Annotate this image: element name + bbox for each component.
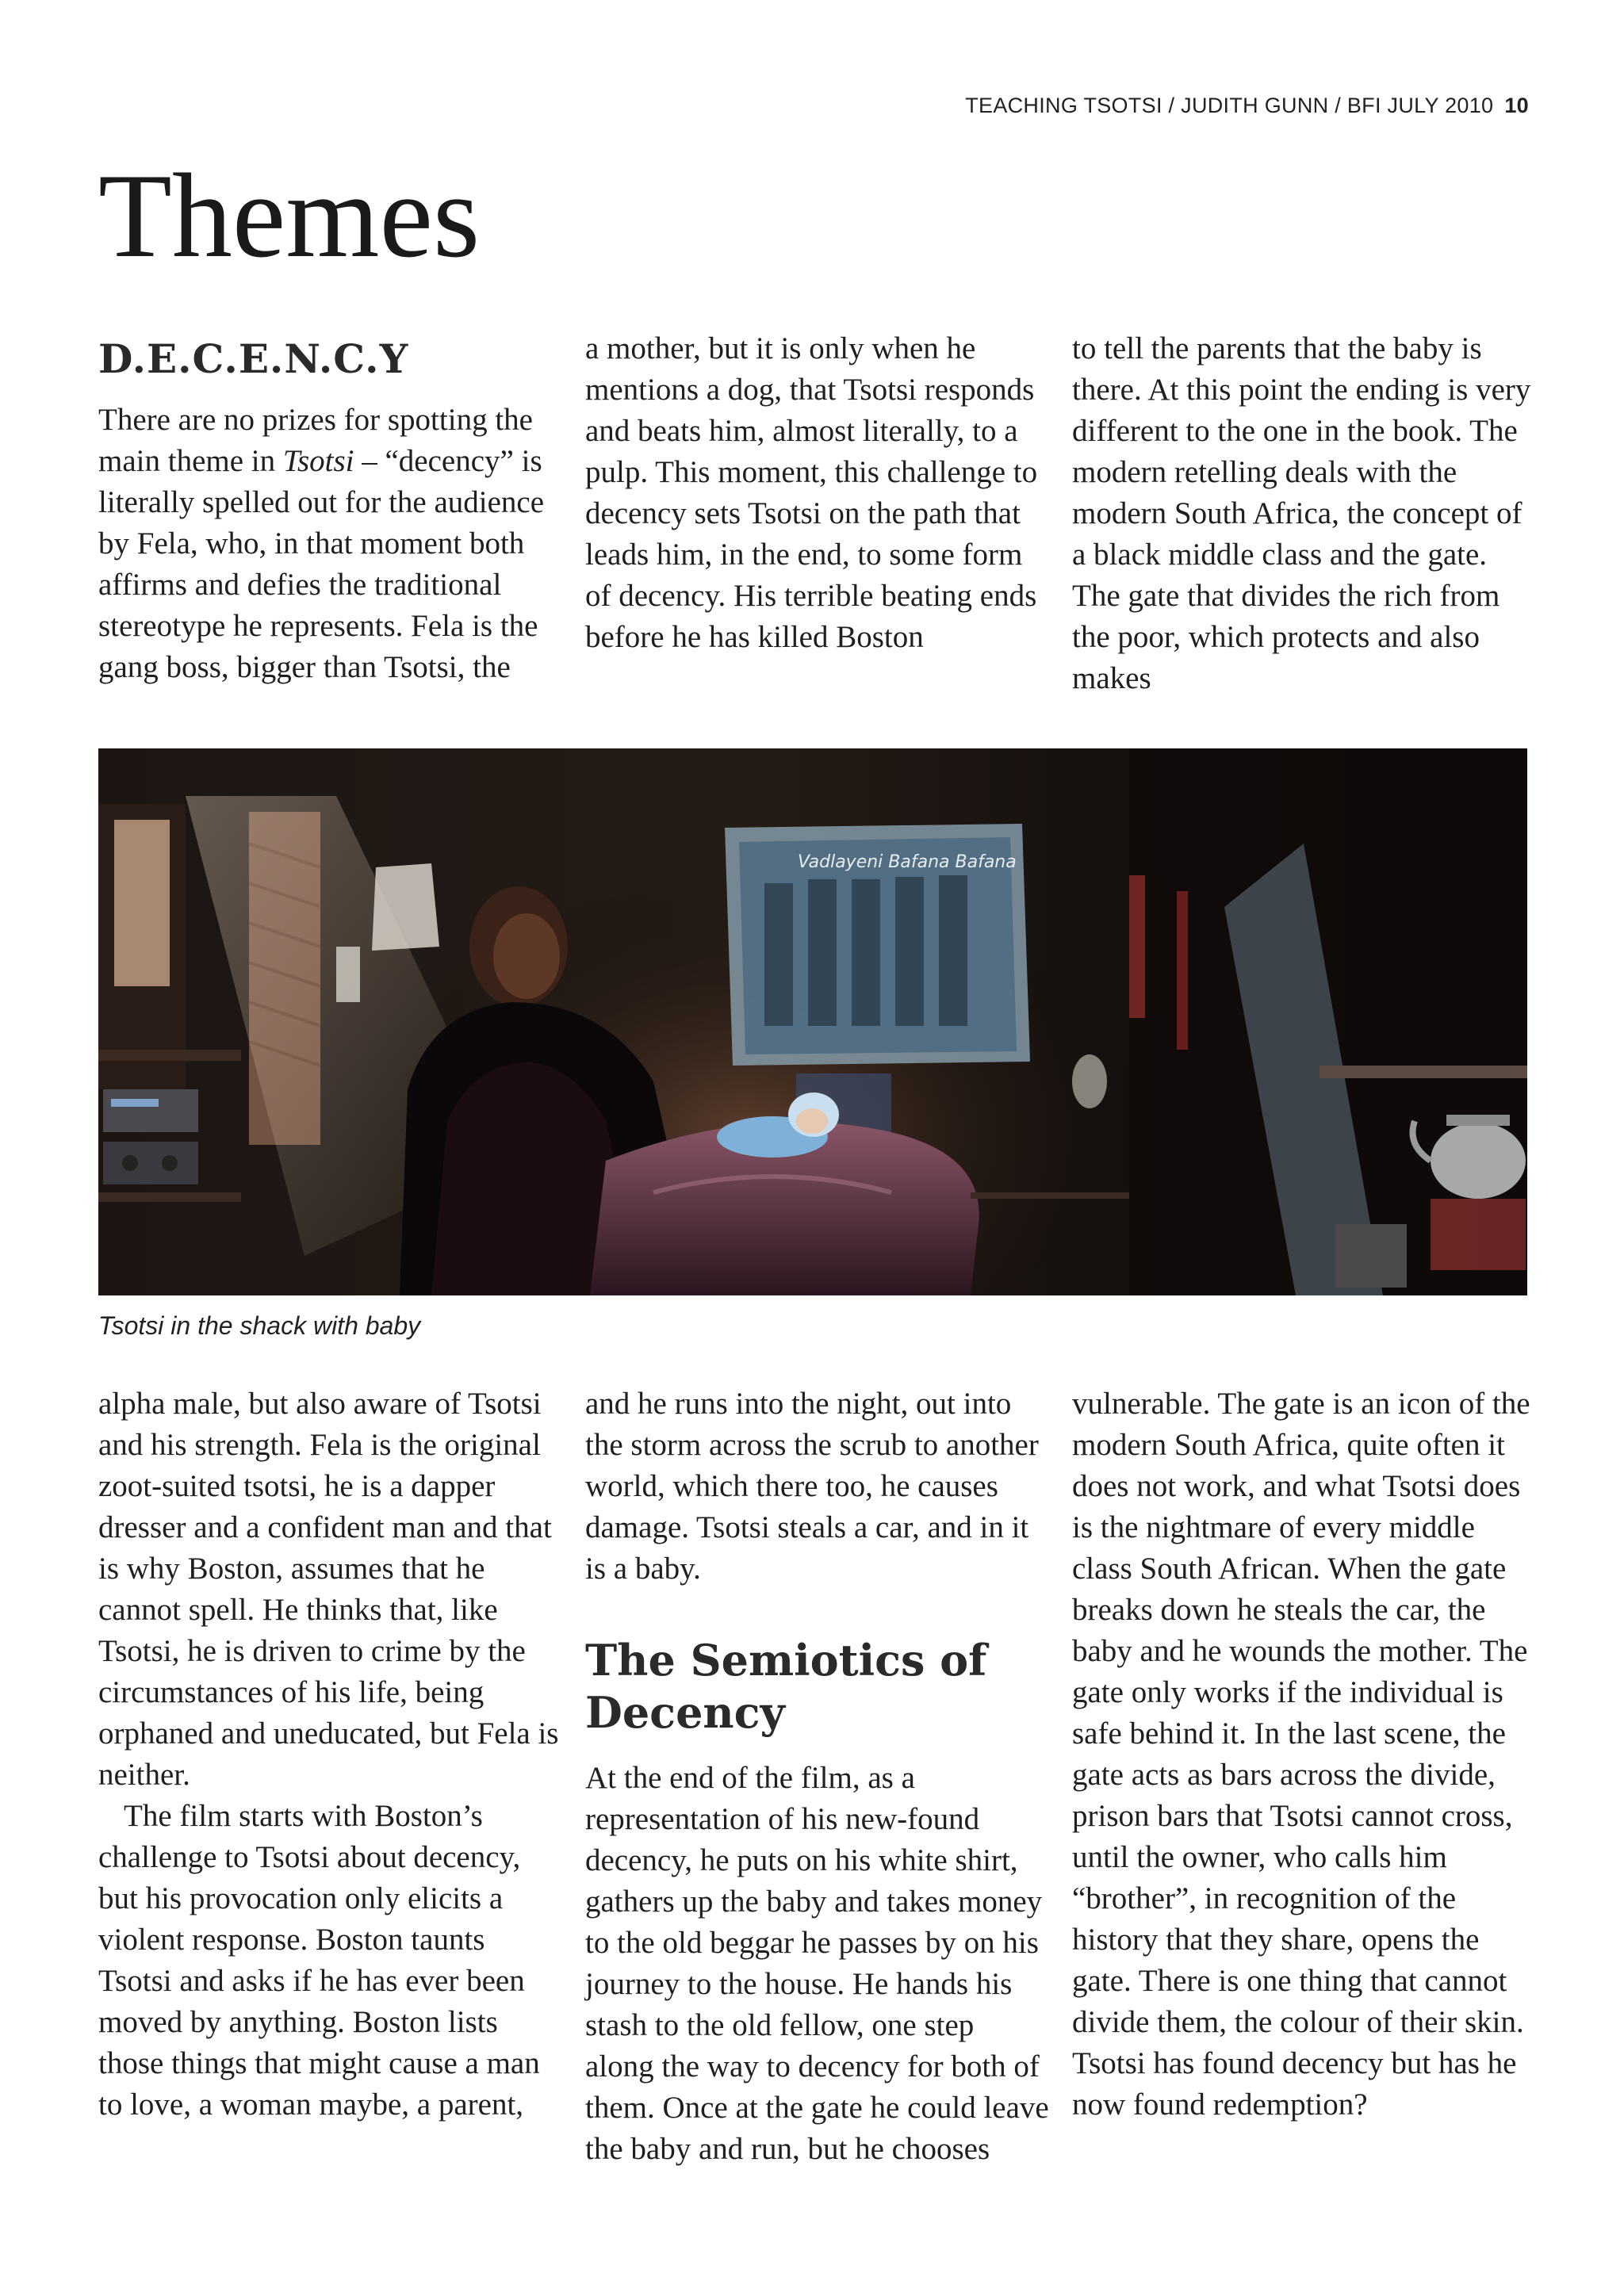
paragraph-text: There are no prizes for spotting the main theme in [98,403,533,478]
paragraph: vulnerable. The gate is an icon of the modern South Africa, quite often it does not work, and what Tsotsi does is the nightmare of every middle class South African. When the gate breaks down he steals the car, the baby and he wounds the mother. The gate only works if the individual is safe behind it. In the last scene, the gate acts as bars across the divide, prison bars that Tsotsi cannot cross, until the owner, who calls him “brother”, in recognition of the history that they share, opens the gate. There is one thing that cannot divide them, the colour of their skin. Tsotsi has found decency but has he now found redemption? [1072,1387,1530,2122]
column-1-bottom [98,1383,563,2126]
section-heading-decency: D.E.C.E.N.C.Y [98,335,409,382]
running-head [965,94,1529,118]
paragraph: The film starts with Boston’s challenge to Tsotsi about decency, but his provocation only elicits a violent response. Boston taunts Tsotsi and asks if he has ever been moved by anything. Boston lists those things that might cause a man to love, a woman maybe, a parent, [98,1799,540,2122]
column-1-top [98,335,563,688]
paragraph: At the end of the film, as a representation of his new-found decency, he puts on his white shirt, gathers up the baby and takes money to the old beggar he passes by on his journey to the house. He hands his stash to the old fellow, one step along the way to decency for both of them. Once at the gate he could leave the baby and run, but he chooses [585,1761,1049,2166]
page-title: Themes [98,149,481,282]
page-number: 10 [1504,94,1529,117]
paragraph: and he runs into the night, out into the storm across the scrub to another world, which there too, he causes damage. Tsotsi steals a car, and in it is a baby. [585,1387,1039,1586]
film-title-italic: Tsotsi [282,444,354,478]
paragraph: to tell the parents that the baby is there. At this point the ending is very different to the one in the book. The modern retelling deals with the modern South Africa, the concept of a black middle class and the gate. The gate that divides the rich from the poor, which protects and also makes [1072,331,1531,695]
film-still-illustration [98,748,1527,1295]
figure-caption: Tsotsi in the shack with baby [98,1311,421,1340]
paragraph-text: – “decency” is literally spelled out for the audience by Fela, who, in that moment both affirms and defies the traditional stereotype he represents. Fela is the gang boss, bigger than Tsotsi, the [98,444,545,684]
section-heading-semiotics: The Semiotics of Decency [585,1635,987,1738]
paragraph [98,400,563,688]
column-2-top [585,328,1050,658]
running-head-text: TEACHING TSOTSI / JUDITH GUNN / BFI JULY 2010 [965,94,1494,117]
column-2-bottom [585,1383,1050,2170]
poster-caption: Vadlayeni Bafana Bafana [798,852,1017,872]
column-3-bottom [1072,1383,1537,2126]
paragraph: alpha male, but also aware of Tsotsi and his strength. Fela is the original zoot-suited tsotsi, he is a dapper dresser and a confident man and that is why Boston, assumes that he cannot spell. He thinks that, like Tsotsi, he is driven to crime by the circumstances of his life, being orphaned and uneducated, but Fela is neither. [98,1387,559,1792]
paragraph: a mother, but it is only when he mentions a dog, that Tsotsi responds and beats him, almost literally, to a pulp. This moment, this challenge to decency sets Tsotsi on the path that leads him, in the end, to some form of decency. His terrible beating ends before he has killed Boston [585,331,1038,654]
film-still-image [98,748,1527,1295]
column-3-top [1072,328,1537,699]
